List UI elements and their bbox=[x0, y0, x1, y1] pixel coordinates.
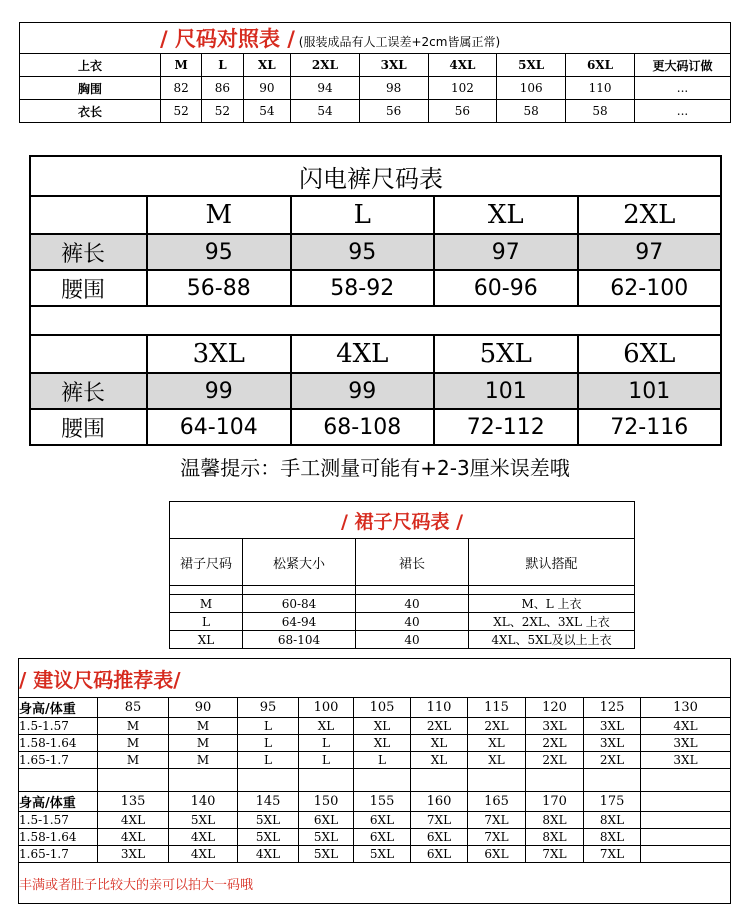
cell: M bbox=[98, 735, 169, 752]
header-cell: 默认搭配 bbox=[469, 539, 635, 586]
cell: 7XL bbox=[526, 846, 584, 863]
cell: 6XL bbox=[411, 829, 468, 846]
cell: 72-116 bbox=[578, 409, 722, 445]
header-cell: 更大码订做 bbox=[635, 54, 731, 77]
size-cell: L bbox=[291, 196, 435, 234]
table-row bbox=[19, 752, 731, 769]
pants-size-chart bbox=[29, 155, 722, 446]
cell: 58 bbox=[497, 100, 566, 123]
header-cell: 130 bbox=[641, 698, 731, 718]
cell: L bbox=[299, 735, 354, 752]
top-chart-note: (服装成品有人工误差+2cm皆属正常) bbox=[298, 35, 501, 49]
cell: 7XL bbox=[411, 812, 468, 829]
header-cell: 6XL bbox=[566, 54, 635, 77]
cell: 97 bbox=[578, 234, 722, 270]
cell: M bbox=[169, 752, 238, 769]
cell: 7XL bbox=[468, 812, 526, 829]
cell: 4XL、5XL及以上上衣 bbox=[469, 631, 635, 649]
top-chart-header bbox=[20, 54, 731, 77]
size-row bbox=[30, 196, 721, 234]
cell: 5XL bbox=[299, 829, 354, 846]
cell: 5XL bbox=[299, 846, 354, 863]
cell: XL bbox=[468, 752, 526, 769]
measurement-tip: 温馨提示：手工测量可能有+2-3厘米误差哦 bbox=[180, 456, 570, 480]
cell: 4XL bbox=[98, 812, 169, 829]
cell: 58-92 bbox=[291, 270, 435, 306]
top-size-chart bbox=[19, 22, 731, 123]
cell: 7XL bbox=[584, 846, 641, 863]
rec-header-row bbox=[19, 698, 731, 718]
cell: 3XL bbox=[584, 718, 641, 735]
cell: XL、2XL、3XL 上衣 bbox=[469, 613, 635, 631]
cell: 86 bbox=[202, 77, 243, 100]
cell bbox=[641, 812, 731, 829]
cell: XL bbox=[354, 718, 411, 735]
header-cell: 裙子尺码 bbox=[170, 539, 243, 586]
cell: XL bbox=[411, 735, 468, 752]
cell: L bbox=[299, 752, 354, 769]
cell: 4XL bbox=[641, 718, 731, 735]
header-cell: 身高/体重 bbox=[19, 792, 98, 812]
header-cell: 2XL bbox=[291, 54, 360, 77]
cell: 99 bbox=[147, 373, 291, 409]
table-row bbox=[30, 270, 721, 306]
header-cell: 上衣 bbox=[20, 54, 161, 77]
cell: 68-108 bbox=[291, 409, 435, 445]
cell: 64-104 bbox=[147, 409, 291, 445]
header-cell: L bbox=[202, 54, 243, 77]
header-cell bbox=[641, 792, 731, 812]
cell: 68-104 bbox=[243, 631, 356, 649]
cell: M bbox=[170, 595, 243, 613]
size-cell: 2XL bbox=[578, 196, 722, 234]
cell: 1.5-1.57 bbox=[19, 812, 98, 829]
header-cell: 150 bbox=[299, 792, 354, 812]
cell: 56 bbox=[428, 100, 497, 123]
cell: 6XL bbox=[354, 812, 411, 829]
cell: 101 bbox=[434, 373, 578, 409]
cell: 54 bbox=[243, 100, 291, 123]
cell: 5XL bbox=[238, 829, 299, 846]
size-cell: 4XL bbox=[291, 335, 435, 373]
header-cell: 140 bbox=[169, 792, 238, 812]
cell: 4XL bbox=[169, 829, 238, 846]
cell: 94 bbox=[291, 77, 360, 100]
recommendation-chart bbox=[18, 658, 731, 904]
cell: ... bbox=[635, 77, 731, 100]
table-row bbox=[19, 829, 731, 846]
cell: 8XL bbox=[526, 829, 584, 846]
cell: L bbox=[170, 613, 243, 631]
cell: 7XL bbox=[468, 829, 526, 846]
cell: 97 bbox=[434, 234, 578, 270]
header-cell: XL bbox=[243, 54, 291, 77]
cell bbox=[641, 846, 731, 863]
cell: 52 bbox=[161, 100, 202, 123]
header-cell: 105 bbox=[354, 698, 411, 718]
cell: 1.58-1.64 bbox=[19, 735, 98, 752]
table-row bbox=[170, 595, 635, 613]
cell: L bbox=[238, 752, 299, 769]
cell: 101 bbox=[578, 373, 722, 409]
cell: 1.65-1.7 bbox=[19, 846, 98, 863]
cell: ... bbox=[635, 100, 731, 123]
table-row bbox=[30, 409, 721, 445]
table-row bbox=[19, 846, 731, 863]
cell: 72-112 bbox=[434, 409, 578, 445]
cell: L bbox=[238, 718, 299, 735]
row-label: 裤长 bbox=[30, 373, 147, 409]
table-row bbox=[19, 735, 731, 752]
header-cell: 松紧大小 bbox=[243, 539, 356, 586]
row-label: 腰围 bbox=[30, 270, 147, 306]
row-label: 腰围 bbox=[30, 409, 147, 445]
rec-header-row bbox=[19, 792, 731, 812]
header-cell: 145 bbox=[238, 792, 299, 812]
cell: L bbox=[238, 735, 299, 752]
cell: 106 bbox=[497, 77, 566, 100]
cell: 4XL bbox=[169, 846, 238, 863]
header-cell: 5XL bbox=[497, 54, 566, 77]
table-row bbox=[20, 77, 731, 100]
cell: 8XL bbox=[584, 829, 641, 846]
row-label: 裤长 bbox=[30, 234, 147, 270]
table-row bbox=[19, 812, 731, 829]
cell: 6XL bbox=[468, 846, 526, 863]
cell: 3XL bbox=[526, 718, 584, 735]
header-cell: 115 bbox=[468, 698, 526, 718]
table-row bbox=[170, 631, 635, 649]
cell: 102 bbox=[428, 77, 497, 100]
cell: 98 bbox=[359, 77, 428, 100]
cell: 40 bbox=[356, 631, 469, 649]
top-chart-title: / 尺码对照表 / bbox=[160, 27, 295, 51]
header-cell: 3XL bbox=[359, 54, 428, 77]
cell: XL bbox=[468, 735, 526, 752]
cell: 1.58-1.64 bbox=[19, 829, 98, 846]
cell: 95 bbox=[147, 234, 291, 270]
cell: L bbox=[354, 752, 411, 769]
cell: M bbox=[98, 718, 169, 735]
header-cell: 90 bbox=[169, 698, 238, 718]
row-label: 胸围 bbox=[20, 77, 161, 100]
cell: 1.65-1.7 bbox=[19, 752, 98, 769]
cell: 2XL bbox=[526, 752, 584, 769]
cell: 82 bbox=[161, 77, 202, 100]
cell: 60-96 bbox=[434, 270, 578, 306]
header-cell: 裙长 bbox=[356, 539, 469, 586]
cell: 2XL bbox=[411, 718, 468, 735]
cell: 56 bbox=[359, 100, 428, 123]
skirt-size-chart bbox=[169, 501, 635, 649]
cell: 2XL bbox=[526, 735, 584, 752]
cell: 3XL bbox=[584, 735, 641, 752]
cell: 6XL bbox=[354, 829, 411, 846]
cell bbox=[641, 829, 731, 846]
header-cell: 120 bbox=[526, 698, 584, 718]
cell: 40 bbox=[356, 595, 469, 613]
table-row bbox=[170, 613, 635, 631]
header-cell: 165 bbox=[468, 792, 526, 812]
cell: 2XL bbox=[584, 752, 641, 769]
size-cell: 3XL bbox=[147, 335, 291, 373]
header-cell: 125 bbox=[584, 698, 641, 718]
cell: 5XL bbox=[169, 812, 238, 829]
header-cell: 100 bbox=[299, 698, 354, 718]
cell: M bbox=[98, 752, 169, 769]
header-cell: 155 bbox=[354, 792, 411, 812]
cell: 4XL bbox=[98, 829, 169, 846]
header-cell: 身高/体重 bbox=[19, 698, 98, 718]
cell: 60-84 bbox=[243, 595, 356, 613]
cell: M、L 上衣 bbox=[469, 595, 635, 613]
cell: 4XL bbox=[238, 846, 299, 863]
header-cell: 85 bbox=[98, 698, 169, 718]
cell: M bbox=[169, 718, 238, 735]
cell: M bbox=[169, 735, 238, 752]
table-row bbox=[20, 100, 731, 123]
cell: 5XL bbox=[238, 812, 299, 829]
rec-chart-note: 丰满或者肚子比较大的亲可以拍大一码哦 bbox=[19, 863, 731, 904]
cell: 56-88 bbox=[147, 270, 291, 306]
cell: XL bbox=[411, 752, 468, 769]
cell: XL bbox=[354, 735, 411, 752]
cell: 3XL bbox=[641, 752, 731, 769]
size-cell: XL bbox=[434, 196, 578, 234]
cell: 3XL bbox=[98, 846, 169, 863]
cell: 58 bbox=[566, 100, 635, 123]
header-cell: 4XL bbox=[428, 54, 497, 77]
header-cell: 175 bbox=[584, 792, 641, 812]
size-cell: M bbox=[147, 196, 291, 234]
skirt-chart-title: / 裙子尺码表 / bbox=[170, 502, 635, 539]
cell: 64-94 bbox=[243, 613, 356, 631]
row-label: 衣长 bbox=[20, 100, 161, 123]
cell: 8XL bbox=[584, 812, 641, 829]
header-cell: 95 bbox=[238, 698, 299, 718]
cell: 3XL bbox=[641, 735, 731, 752]
cell: 5XL bbox=[354, 846, 411, 863]
size-cell: 6XL bbox=[578, 335, 722, 373]
cell: 52 bbox=[202, 100, 243, 123]
header-cell: M bbox=[161, 54, 202, 77]
skirt-chart-header bbox=[170, 539, 635, 586]
cell: 1.5-1.57 bbox=[19, 718, 98, 735]
cell: 8XL bbox=[526, 812, 584, 829]
pants-chart-title: 闪电裤尺码表 bbox=[30, 156, 721, 196]
header-cell: 110 bbox=[411, 698, 468, 718]
size-cell: 5XL bbox=[434, 335, 578, 373]
cell: 90 bbox=[243, 77, 291, 100]
cell: 99 bbox=[291, 373, 435, 409]
cell: 95 bbox=[291, 234, 435, 270]
cell: 6XL bbox=[299, 812, 354, 829]
header-cell: 170 bbox=[526, 792, 584, 812]
cell: XL bbox=[170, 631, 243, 649]
size-row bbox=[30, 335, 721, 373]
header-cell: 160 bbox=[411, 792, 468, 812]
header-cell: 135 bbox=[98, 792, 169, 812]
cell: 40 bbox=[356, 613, 469, 631]
table-row bbox=[30, 234, 721, 270]
rec-chart-title: / 建议尺码推荐表/ bbox=[19, 659, 731, 698]
cell: 54 bbox=[291, 100, 360, 123]
cell: 62-100 bbox=[578, 270, 722, 306]
cell: 6XL bbox=[411, 846, 468, 863]
cell: 110 bbox=[566, 77, 635, 100]
table-row bbox=[30, 373, 721, 409]
table-row bbox=[19, 718, 731, 735]
cell: 2XL bbox=[468, 718, 526, 735]
cell: XL bbox=[299, 718, 354, 735]
